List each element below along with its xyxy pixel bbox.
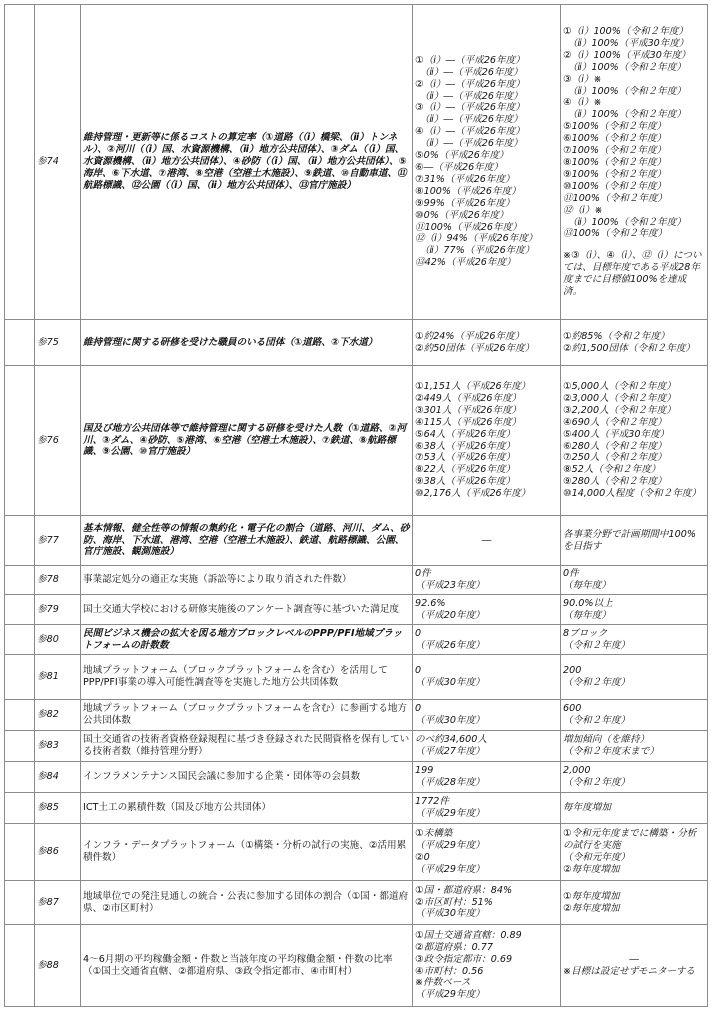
table-row [5, 320, 708, 366]
target-value [561, 516, 708, 566]
baseline-line: （平成28年度） [415, 777, 485, 788]
baseline-line: ⑫（ⅰ）94%（平成26年度） [415, 233, 538, 245]
target-line: （令和２年度） [563, 677, 631, 688]
target-line: ⑧100%（令和２年度） [563, 157, 667, 168]
baseline-value [413, 655, 561, 700]
target-line: （令和元年度） [563, 852, 631, 863]
target-line: ⑦100%（令和２年度） [563, 145, 667, 157]
table-row [5, 700, 708, 731]
baseline-value [413, 700, 561, 731]
baseline-line: （ⅱ）―（平成26年度） [415, 90, 523, 102]
row-gutter [5, 762, 35, 793]
row-number: 参85 [35, 793, 81, 824]
target-line: ― [629, 953, 639, 965]
target-line: （ⅱ）100%（令和２年度） [563, 216, 686, 228]
baseline-line: ③301人（平成26年度） [415, 404, 522, 416]
row-number: 参83 [35, 731, 81, 762]
baseline-line: （平成29年度） [415, 863, 485, 875]
table-row [5, 625, 708, 655]
target-line: ③（ⅰ）※ [563, 73, 602, 85]
baseline-value [413, 881, 561, 925]
target-line: ⑩100%（令和２年度） [563, 180, 667, 192]
baseline-value [413, 595, 561, 625]
baseline-line: ⑧100%（平成26年度） [415, 185, 521, 197]
baseline-line: ②（ⅰ）―（平成26年度） [415, 78, 525, 90]
baseline-line: ⑬42%（平成26年度） [415, 257, 516, 269]
target-line: （令和２年度） [563, 715, 631, 726]
baseline-line: ①1,151人（平成26年度） [415, 380, 531, 392]
target-line: ※目標は設定せずモニターする [563, 965, 695, 977]
indicator-name: 維持管理・更新等に係るコストの算定率（①道路（（ⅰ）橋梁、（ⅱ）トンネル）、②河川（（ⅰ）国、水資源機構、（ⅱ）地方公共団体）、③ダム（（ⅰ）国、水資源機構、（ⅱ）地方公共団体）、④砂防（（ⅰ）国、（ⅱ）地方公共団体）、⑤海岸、⑥下水道、⑦港湾、⑧空港（空港土木施設）、⑨鉄道、⑩自動車道、⑪航路標識、⑫公園（（ⅰ）国、（ⅱ）地方公共団体）、⑬官庁施設） [81, 5, 413, 320]
target-value [561, 762, 708, 793]
baseline-line: （平成26年度） [415, 639, 485, 651]
target-line: ①5,000人（令和２年度） [563, 380, 676, 392]
baseline-value [413, 731, 561, 762]
baseline-line: 1772件 [415, 796, 450, 808]
table-row [5, 566, 708, 595]
row-number: 参75 [35, 320, 81, 366]
target-line: ①毎年度増加 [563, 890, 620, 902]
baseline-line: （ⅱ）―（平成26年度） [415, 66, 523, 78]
table-row [5, 824, 708, 881]
row-number: 参88 [35, 925, 81, 1007]
target-line: ②約1,500団体（令和２年度） [563, 342, 696, 354]
target-line: ②毎年度増加 [563, 863, 620, 875]
target-line: ⑨280人（令和２年度） [563, 476, 667, 488]
baseline-line: （平成27年度） [415, 746, 485, 757]
target-line: ②（ⅰ）100%（平成30年度） [563, 49, 691, 61]
table-row [5, 595, 708, 625]
baseline-value [413, 566, 561, 595]
baseline-value [413, 366, 561, 516]
target-line: 各事業分野で計画期間中100%を目指す [563, 528, 696, 552]
target-line: ①約85%（令和２年度） [563, 330, 670, 342]
table-row [5, 793, 708, 824]
indicator-name: ICT土工の累積件数（国及び地方公共団体） [81, 793, 413, 824]
target-line: （毎年度） [563, 580, 611, 591]
target-line: 増加傾向（を維持） [563, 734, 650, 746]
target-line: ⑤400人（平成30年度） [563, 428, 670, 440]
baseline-line: （平成30年度） [415, 715, 485, 726]
baseline-line: ③（ⅰ）―（平成26年度） [415, 102, 525, 114]
target-line: （ⅱ）100%（令和２年度） [563, 61, 686, 73]
target-line: ②3,000人（令和２年度） [563, 392, 676, 404]
baseline-line: ①国・都道府県：84% [415, 884, 513, 896]
target-line: ⑧52人（令和２年度） [563, 464, 661, 476]
baseline-line: ※件数ベース [415, 977, 471, 989]
baseline-line: ②約50団体（平成26年度） [415, 342, 535, 354]
table-row [5, 5, 708, 320]
row-gutter [5, 595, 35, 625]
indicator-name: 国土交通大学校における研修実施後のアンケート調査等に基づいた満足度 [81, 595, 413, 625]
table-row [5, 731, 708, 762]
target-value [561, 793, 708, 824]
baseline-line: ⑨38人（平成26年度） [415, 476, 516, 488]
indicator-name: インフラメンテナンス国民会議に参加する企業・団体等の会員数 [81, 762, 413, 793]
target-value [561, 700, 708, 731]
target-line: ⑦250人（令和２年度） [563, 452, 667, 464]
target-line: （令和２年度末まで） [563, 746, 659, 757]
row-number: 参87 [35, 881, 81, 925]
indicator-name: 維持管理に関する研修を受けた職員のいる団体（①道路、②下水道） [81, 320, 413, 366]
target-line: 毎年度増加 [563, 802, 611, 814]
target-value [561, 366, 708, 516]
baseline-line: （ⅱ）―（平成26年度） [415, 138, 523, 150]
indicator-name: 地域プラットフォーム（ブロックプラットフォームを含む）を活用してPPP/PFI事業の導入可能性調査等を実施した地方公共団体数 [81, 655, 413, 700]
row-gutter [5, 731, 35, 762]
row-number: 参77 [35, 516, 81, 566]
target-line: ⑫（ⅰ）※ [563, 204, 603, 216]
target-line: ②毎年度増加 [563, 902, 620, 914]
baseline-line: 92.6% [415, 597, 446, 609]
baseline-line: 0件 [415, 568, 431, 580]
target-line: 200 [563, 665, 582, 677]
row-number: 参74 [35, 5, 81, 320]
baseline-line: ⑦53人（平成26年度） [415, 452, 516, 464]
target-line: 90.0%以上 [563, 597, 613, 609]
target-value [561, 320, 708, 366]
target-value [561, 655, 708, 700]
target-line: （ⅱ）100%（令和２年度） [563, 109, 686, 121]
target-line: 8ブロック [563, 627, 608, 639]
baseline-line: （ⅱ）―（平成26年度） [415, 114, 523, 126]
table-row [5, 925, 708, 1007]
baseline-value [413, 925, 561, 1007]
row-gutter [5, 925, 35, 1007]
row-number: 参84 [35, 762, 81, 793]
target-line: ⑥100%（令和２年度） [563, 133, 667, 145]
indicator-name: 国土交通省の技術者資格登録規程に基づき登録された民間資格を保有している技術者数（維持管理分野） [81, 731, 413, 762]
row-number: 参81 [35, 655, 81, 700]
row-number: 参78 [35, 566, 81, 595]
target-line: 600 [563, 703, 582, 715]
row-gutter [5, 516, 35, 566]
baseline-value [413, 320, 561, 366]
row-gutter [5, 366, 35, 516]
row-number: 参80 [35, 625, 81, 655]
row-gutter [5, 320, 35, 366]
baseline-line: ⑥―（平成26年度） [415, 162, 503, 173]
row-gutter [5, 625, 35, 655]
row-gutter [5, 655, 35, 700]
target-line: ⑥280人（令和２年度） [563, 440, 667, 452]
target-line: ④690人（令和２年度） [563, 416, 667, 428]
baseline-value [413, 5, 561, 320]
baseline-line: ― [481, 534, 492, 546]
baseline-line: （平成30年度） [415, 908, 485, 920]
baseline-line: ①国土交通省直轄：0.89 [415, 929, 522, 941]
baseline-line: ①約24%（平成26年度） [415, 330, 525, 342]
baseline-line: ④（ⅰ）―（平成26年度） [415, 126, 525, 138]
target-line: ①（ⅰ）100%（令和２年度） [563, 26, 689, 38]
table-row [5, 655, 708, 700]
baseline-line: ⑪100%（平成26年度） [415, 221, 522, 233]
table-row [5, 366, 708, 516]
target-line: （毎年度） [563, 609, 611, 621]
table-row [5, 881, 708, 925]
row-gutter [5, 566, 35, 595]
target-value [561, 824, 708, 881]
target-line: ⑬100%（令和２年度） [563, 228, 668, 240]
indicator-name: 地域単位での発注見通しの統合・公表に参加する団体の割合（①国・都道府県、②市区町村） [81, 881, 413, 925]
row-number: 参86 [35, 824, 81, 881]
baseline-line: ⑨99%（平成26年度） [415, 197, 515, 209]
target-line: ⑤100%（令和２年度） [563, 121, 667, 133]
target-value [561, 881, 708, 925]
table-row [5, 762, 708, 793]
baseline-line: （平成29年度） [415, 989, 485, 1001]
baseline-line: ⑥38人（平成26年度） [415, 440, 516, 452]
target-note: ※③（ⅰ）、④（ⅰ）、⑫（ⅰ）については、目標年度である平成28年度までに目標値100%を達成済。 [563, 250, 702, 298]
row-gutter [5, 881, 35, 925]
baseline-line: ①未構築 [415, 828, 453, 840]
target-line: （令和２年度） [563, 777, 631, 788]
row-gutter [5, 793, 35, 824]
baseline-line: （平成23年度） [415, 580, 485, 591]
baseline-line: ⑤0%（平成26年度） [415, 150, 509, 162]
target-value [561, 625, 708, 655]
target-line: 0件 [563, 568, 579, 580]
baseline-line: ①（ⅰ）―（平成26年度） [415, 54, 525, 66]
baseline-line: ②0 [415, 852, 430, 863]
target-line: ①令和元年度までに構築・分析の試行を実施 [563, 828, 697, 852]
kpi-table [4, 4, 708, 1007]
target-line: ⑨100%（令和２年度） [563, 168, 667, 180]
baseline-value [413, 824, 561, 881]
baseline-value [413, 762, 561, 793]
baseline-line: ②449人（平成26年度） [415, 392, 522, 404]
baseline-line: （ⅱ）77%（平成26年度） [415, 245, 535, 257]
row-number: 参76 [35, 366, 81, 516]
baseline-value [413, 516, 561, 566]
baseline-line: （平成30年度） [415, 677, 485, 688]
indicator-name: 4～6月期の平均稼働金額・件数と当該年度の平均稼働金額・件数の比率（①国土交通省直轄、②都道府県、③政令指定都市、④市町村） [81, 925, 413, 1007]
baseline-value [413, 625, 561, 655]
baseline-line: ⑦31%（平成26年度） [415, 173, 515, 185]
table-row [5, 516, 708, 566]
row-gutter [5, 824, 35, 881]
baseline-line: 0 [415, 627, 422, 639]
row-gutter [5, 700, 35, 731]
row-number: 参79 [35, 595, 81, 625]
target-value [561, 731, 708, 762]
indicator-name: 国及び地方公共団体等で維持管理に関する研修を受けた人数（①道路、②河川、③ダム、④砂防、⑤港湾、⑥空港（空港土木施設）、⑦鉄道、⑧航路標識、⑨公園、⑩官庁施設） [81, 366, 413, 516]
baseline-line: ④市町村：0.56 [415, 965, 484, 977]
indicator-name: 地域プラットフォーム（ブロックプラットフォームを含む）に参画する地方公共団体数 [81, 700, 413, 731]
baseline-line: ②都道府県：0.77 [415, 941, 493, 953]
baseline-line: 0 [415, 665, 422, 677]
target-line: ⑪100%（令和２年度） [563, 192, 668, 204]
baseline-line: （平成20年度） [415, 609, 485, 621]
target-value [561, 566, 708, 595]
target-line: ④（ⅰ）※ [563, 97, 602, 109]
baseline-line: （平成29年度） [415, 808, 485, 819]
indicator-name: 事業認定処分の適正な実施（訴訟等により取り消された件数） [81, 566, 413, 595]
baseline-line: ⑧22人（平成26年度） [415, 464, 516, 476]
baseline-line: ③政令指定都市：0.69 [415, 953, 513, 965]
baseline-line: ⑤64人（平成26年度） [415, 428, 516, 440]
indicator-name: 民間ビジネス機会の拡大を図る地方ブロックレベルのPPP/PFI地域プラットフォームの計数数 [81, 625, 413, 655]
target-line: ③2,200人（令和２年度） [563, 404, 676, 416]
baseline-line: 199 [415, 765, 434, 777]
baseline-line: （平成29年度） [415, 840, 485, 852]
baseline-value [413, 793, 561, 824]
row-gutter [5, 5, 35, 320]
indicator-name: インフラ・データプラットフォーム（①構築・分析の試行の実施、②活用累積件数） [81, 824, 413, 881]
target-value [561, 595, 708, 625]
baseline-line: ⑩2,176人（平成26年度） [415, 488, 531, 500]
baseline-line: ②市区町村：51% [415, 896, 493, 908]
baseline-line: 0 [415, 703, 422, 715]
target-line: ⑩14,000人程度（令和２年度） [563, 488, 702, 500]
indicator-name: 基本情報、健全性等の情報の集約化・電子化の割合（道路、河川、ダム、砂防、海岸、下水道、港湾、空港（空港土木施設）、鉄道、航路標識、公園、官庁施設、観測施設） [81, 516, 413, 566]
target-line: 2,000 [563, 765, 591, 777]
baseline-line: のべ約34,600人 [415, 734, 487, 746]
target-value [561, 5, 708, 320]
target-value [561, 925, 708, 1007]
baseline-line: ⑩0%（平成26年度） [415, 209, 509, 221]
baseline-line: ④115人（平成26年度） [415, 416, 522, 428]
target-line: （ⅱ）100%（令和２年度） [563, 85, 686, 97]
target-line: （令和２年度） [563, 639, 631, 651]
target-line: （ⅱ）100%（平成30年度） [563, 37, 689, 49]
row-number: 参82 [35, 700, 81, 731]
